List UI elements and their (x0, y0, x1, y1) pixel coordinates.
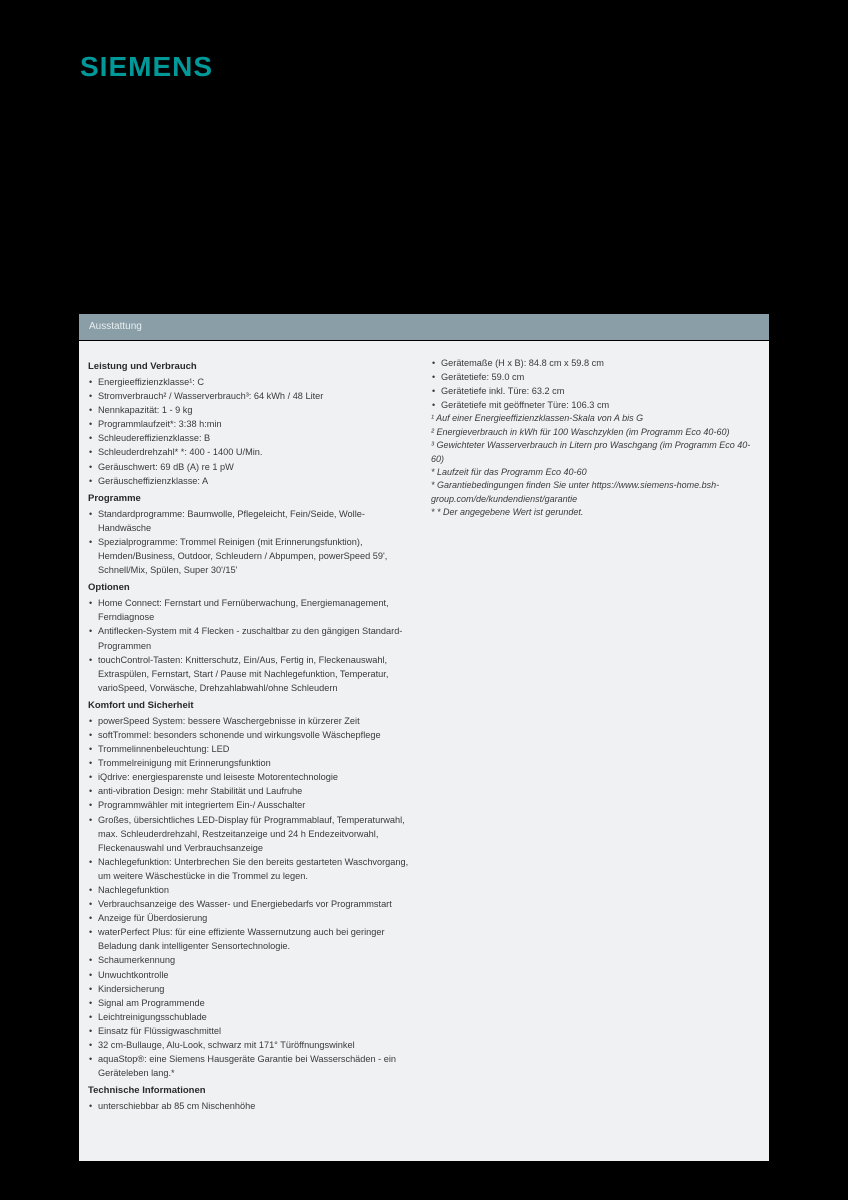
heading-programme: Programme (88, 492, 141, 504)
list-item: • aquaStop®: eine Siemens Hausgeräte Garantie bei Wasserschäden - ein Geräteleben lang.* (88, 1052, 418, 1080)
list-item: • softTrommel: besonders schonende und wirkungsvolle Wäschepflege (88, 728, 418, 742)
list-item: • waterPerfect Plus: für eine effiziente Wassernutzung auch bei geringer Beladung dank intelligenter Sensortechnologie. (88, 925, 418, 953)
list-item: • Schleudereffizienzklasse: B (88, 431, 418, 445)
list-item: • Geräuschwert: 69 dB (A) re 1 pW (88, 460, 418, 474)
list-item: • Gerätetiefe mit geöffneter Türe: 106.3 cm (431, 398, 751, 412)
list-item: • Antiflecken-System mit 4 Flecken - zuschaltbar zu den gängigen Standard-Programmen (88, 624, 418, 652)
list-item: • Anzeige für Überdosierung (88, 911, 418, 925)
list-item: • Nachlegefunktion (88, 883, 418, 897)
list-item: • Energieeffizienzklasse¹: C (88, 375, 418, 389)
list-item: • unterschiebbar ab 85 cm Nischenhöhe (88, 1099, 418, 1113)
list-technik-left (88, 1099, 418, 1113)
features-panel (79, 341, 769, 1161)
list-item: • Geräuscheffizienzklasse: A (88, 474, 418, 488)
features-left-column (88, 356, 418, 1113)
list-item: • Stromverbrauch² / Wasserverbrauch³: 64 kWh / 48 Liter (88, 389, 418, 403)
list-item: • iQdrive: energiesparenste und leiseste Motorentechnologie (88, 770, 418, 784)
section-header-ausstattung: Ausstattung (79, 314, 769, 340)
list-item: • Signal am Programmende (88, 996, 418, 1010)
list-item: • Großes, übersichtliches LED-Display für Programmablauf, Temperaturwahl, max. Schleuderdrehzahl, Restzeitanzeige und 24 h Endezeitvorwahl, Fleckenauswahl und Verbrauchsanzeige (88, 813, 418, 855)
list-item: • Kindersicherung (88, 982, 418, 996)
list-komfort (88, 714, 418, 1080)
list-item: • Verbrauchsanzeige des Wasser- und Energiebedarfs vor Programmstart (88, 897, 418, 911)
features-right-column (431, 356, 751, 520)
list-item: • Gerätemaße (H x B): 84.8 cm x 59.8 cm (431, 356, 751, 370)
heading-komfort: Komfort und Sicherheit (88, 699, 194, 711)
list-item: • Nachlegefunktion: Unterbrechen Sie den bereits gestarteten Waschvorgang, um weitere Wäschestücke in die Trommel zu legen. (88, 855, 418, 883)
list-item: • Leichtreinigungsschublade (88, 1010, 418, 1024)
list-item: • Spezialprogramme: Trommel Reinigen (mit Erinnerungsfunktion), Hemden/Business, Outdoor, Schleudern / Abpumpen, powerSpeed 59', Schnell/Mix, Spülen, Super 30'/15' (88, 535, 418, 577)
list-item: • Schaumerkennung (88, 953, 418, 967)
list-item: • Trommelreinigung mit Erinnerungsfunktion (88, 756, 418, 770)
list-item: • Nennkapazität: 1 - 9 kg (88, 403, 418, 417)
footnote: * Garantiebedingungen finden Sie unter https://www.siemens-home.bsh-group.com/de/kundendienst/garantie (431, 480, 720, 504)
siemens-logo: SIEMENS (80, 51, 214, 82)
list-technik-right (431, 356, 751, 412)
list-item: • Einsatz für Flüssigwaschmittel (88, 1024, 418, 1038)
list-leistung (88, 375, 418, 488)
list-item: • Gerätetiefe inkl. Türe: 63.2 cm (431, 384, 751, 398)
list-item: • anti-vibration Design: mehr Stabilität und Laufruhe (88, 784, 418, 798)
footnote: * * Der angegebene Wert ist gerundet. (431, 507, 584, 518)
footnote: ³ Gewichteter Wasserverbrauch in Litern pro Waschgang (im Programm Eco 40-60) (431, 440, 751, 464)
list-item: • powerSpeed System: bessere Waschergebnisse in kürzerer Zeit (88, 714, 418, 728)
heading-optionen: Optionen (88, 582, 130, 594)
footnote: ² Energieverbrauch in kWh für 100 Waschzyklen (im Programm Eco 40-60) (431, 426, 730, 437)
list-item: • Gerätetiefe: 59.0 cm (431, 370, 751, 384)
list-item: • Standardprogramme: Baumwolle, Pflegeleicht, Fein/Seide, Wolle-Handwäsche (88, 507, 418, 535)
list-item: • Schleuderdrehzahl* *: 400 - 1400 U/Min. (88, 445, 418, 459)
list-programme (88, 507, 418, 577)
list-optionen (88, 596, 418, 695)
list-item: • Programmlaufzeit*: 3:38 h:min (88, 417, 418, 431)
heading-technische-informationen: Technische Informationen (88, 1085, 206, 1097)
list-item: • Programmwähler mit integriertem Ein-/ Ausschalter (88, 798, 418, 812)
list-item: • 32 cm-Bullauge, Alu-Look, schwarz mit 171° Türöffnungswinkel (88, 1038, 418, 1052)
footnote: * Laufzeit für das Programm Eco 40-60 (431, 467, 587, 477)
list-item: • touchControl-Tasten: Knitterschutz, Ein/Aus, Fertig in, Fleckenauswahl, Extraspülen, Fernstart, Start / Pause mit Nachlegefunktion, Temperatur, varioSpeed, Vorwäsche, Drehzahlabwahl/ohne Schleudern (88, 653, 418, 695)
list-item: • Home Connect: Fernstart und Fernüberwachung, Energiemanagement, Ferndiagnose (88, 596, 418, 624)
heading-leistung: Leistung und Verbrauch (88, 361, 197, 372)
list-item: • Unwuchtkontrolle (88, 968, 418, 982)
list-item: • Trommelinnenbeleuchtung: LED (88, 742, 418, 756)
footnote: ¹ Auf einer Energieeffizienzklassen-Skala von A bis G (431, 413, 644, 424)
